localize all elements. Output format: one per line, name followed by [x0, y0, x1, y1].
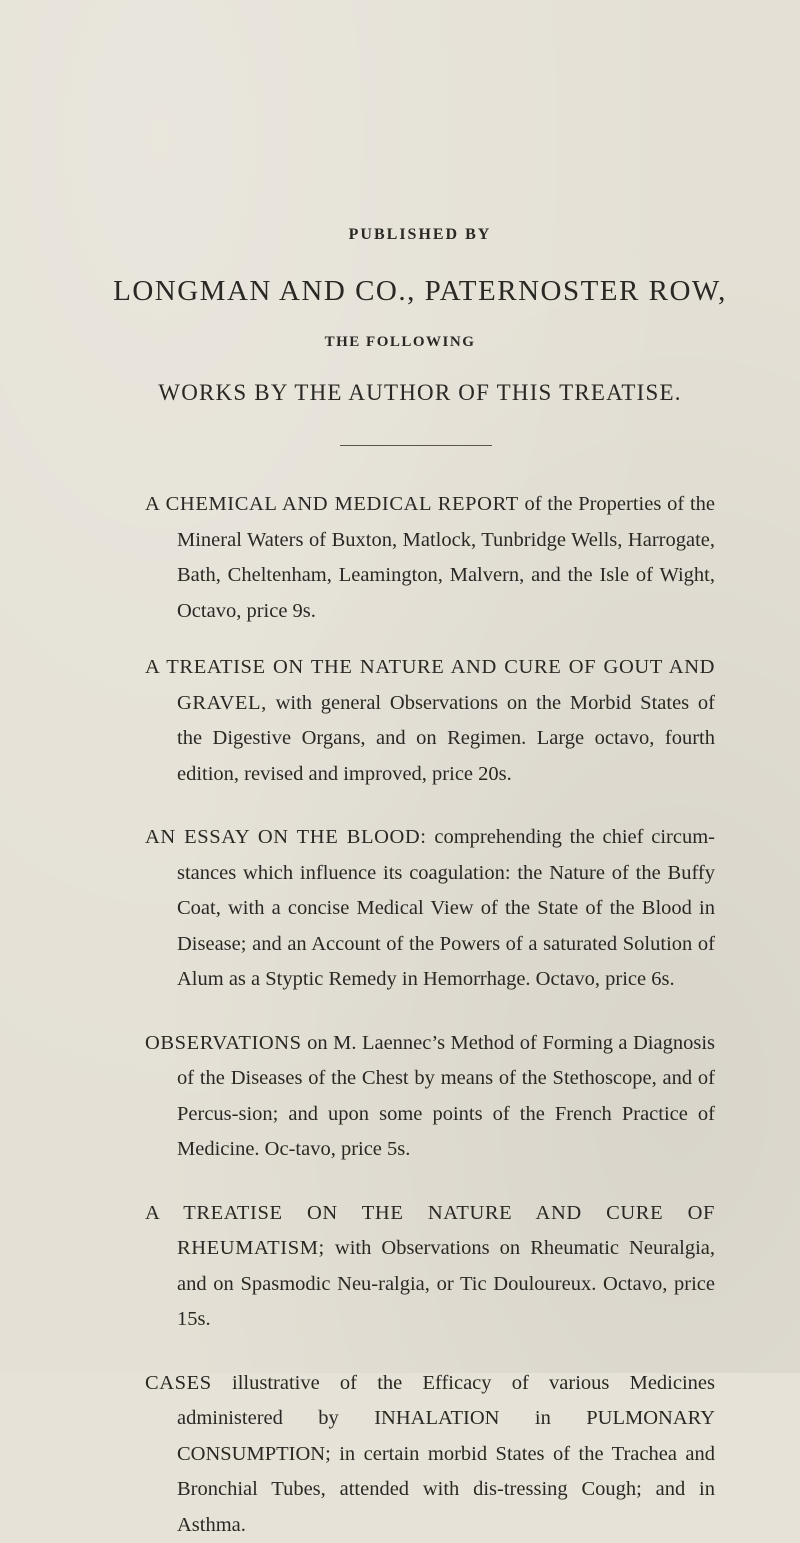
the-following-heading: THE FOLLOWING [0, 334, 800, 351]
published-by-heading: PUBLISHED BY [20, 226, 800, 244]
work-entry-text: on M. Laennec’s Method of Forming a Diagnosis of the Diseases of the Chest by means of the Stethoscope, and of Percus-sion; and upon some points of the French Practice of Medicine. Oc-tavo, price 5s. [177, 1032, 715, 1161]
work-entry-text: of the Properties of the Mineral Waters of Buxton, Matlock, Tunbridge Wells, Harrogate, Bath, Cheltenham, Leamington, Malvern, and the Isle of Wight, Octavo, price 9s. [177, 493, 715, 622]
work-entry-text: with general Observations on the Morbid States of the Digestive Organs, and on Regimen. Large octavo, fourth edition, revised and improved, price 20s. [177, 692, 715, 785]
divider-rule [340, 445, 492, 446]
work-entry [145, 650, 715, 792]
works-by-author-heading: WORKS BY THE AUTHOR OF THIS TREATISE. [20, 380, 800, 406]
publisher-heading: LONGMAN AND CO., PATERNOSTER ROW, [20, 275, 800, 308]
work-entry-title: A TREATISE ON THE NATURE AND CURE OF RHEUMATISM; [145, 1202, 715, 1260]
work-entry-title: OBSERVATIONS [145, 1032, 302, 1054]
work-entry [145, 820, 715, 998]
work-entry [145, 487, 715, 629]
work-entry-title: CASES [145, 1372, 212, 1394]
work-entry-text: with Observations on Rheumatic Neuralgia, and on Spasmodic Neu-ralgia, or Tic Douloureux. Octavo, price 15s. [177, 1237, 715, 1330]
work-entry-title: AN ESSAY ON THE BLOOD: [145, 826, 427, 848]
work-entry [145, 1026, 715, 1168]
work-entry [145, 1196, 715, 1338]
works-list [145, 487, 715, 1543]
work-entry-title: A TREATISE ON THE NATURE AND CURE OF GOUT AND GRAVEL, [145, 656, 715, 714]
work-entry-text: illustrative of the Efficacy of various Medicines administered by INHALATION in PULMONARY CONSUMPTION; in certain morbid States of the Trachea and Bronchial Tubes, attended with dis-tressing Cough; and in Asthma. [177, 1372, 715, 1536]
work-entry [145, 1366, 715, 1543]
work-entry-text: comprehending the chief circum-stances which influence its coagulation: the Nature of the Buffy Coat, with a concise Medical View of the State of the Blood in Disease; and an Account of the Powers of a saturated Solution of Alum as a Styptic Remedy in Hemorrhage. Octavo, price 6s. [177, 826, 715, 990]
work-entry-title: A CHEMICAL AND MEDICAL REPORT [145, 493, 519, 515]
